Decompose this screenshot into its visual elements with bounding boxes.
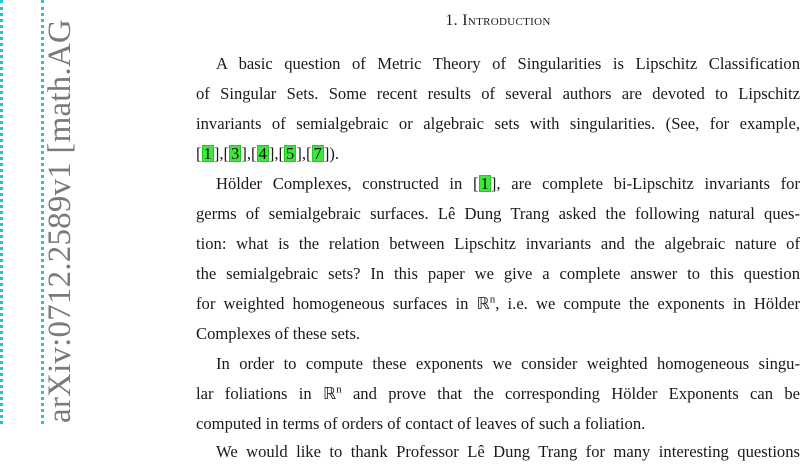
citation-link[interactable]: 3 — [231, 144, 240, 163]
superscript: n — [489, 293, 496, 306]
paragraph-line: In order to compute these exponents we consider weighted homogeneous singu- — [216, 354, 800, 373]
paragraph-line: tion: what is the relation between Lipschitz invariants and the algebraic nature of — [196, 234, 800, 253]
citation-link[interactable]: 7 — [313, 144, 322, 163]
paragraph-line — [196, 292, 800, 316]
paragraph-line: the semialgebraic sets? In this paper we give a complete answer to this question — [196, 264, 800, 283]
text-span: Hölder Complexes, constructed in — [216, 174, 474, 193]
arxiv-identifier: arXiv:0712.2589v1 [math.AG — [42, 19, 78, 423]
arxiv-stamp-border — [0, 0, 44, 424]
paragraph-line: Hölder Complexes, constructed in [ 1 ], are complete bi-Lipschitz invariants for — [216, 174, 800, 193]
superscript: n — [336, 383, 342, 396]
citation-link[interactable]: 1 — [203, 144, 212, 163]
paragraph-line: Complexes of these sets. — [196, 324, 361, 343]
text-span: , are complete bi-Lipschitz invariants for — [496, 174, 800, 193]
paragraph-line: computed in terms of orders of contact of leaves of such a foliation. — [196, 414, 646, 433]
paragraph-line: germs of semialgebraic surfaces. Lê Dung Trang asked the following natural ques- — [196, 204, 800, 223]
section-number: 1. — [445, 12, 458, 29]
text-span: , i.e. we compute the exponents in Hölder — [495, 294, 800, 313]
paragraph-line-clipped: We would like to thank Professor Lê Dung Trang for many interesting questions — [216, 442, 800, 461]
text-span: and prove that the corresponding Hölder Exponents can be — [341, 384, 800, 403]
paragraph-line: of Singular Sets. Some recent results of several authors are devoted to Lipschitz — [196, 84, 800, 103]
citation-link[interactable]: 1 — [480, 174, 489, 193]
text-span: for weighted homogeneous surfaces in ℝ — [196, 294, 490, 313]
text-span: lar foliations in ℝ — [196, 384, 337, 403]
paragraph-line: A basic question of Metric Theory of Singularities is Lipschitz Classification — [216, 54, 800, 73]
section-heading — [196, 12, 800, 30]
section-title: Introduction — [462, 12, 551, 29]
closing-paren: ). — [329, 144, 340, 163]
citation-link[interactable]: 4 — [258, 144, 267, 163]
paragraph-line: invariants of semialgebraic or algebraic sets with singularities. (See, for example, — [196, 114, 800, 133]
citation-line: [ 1 ],[ 3 ],[ 4 ],[ 5 ],[ 7 ]). — [196, 144, 340, 163]
paragraph-line — [196, 382, 800, 406]
citation-link[interactable]: 5 — [286, 144, 295, 163]
